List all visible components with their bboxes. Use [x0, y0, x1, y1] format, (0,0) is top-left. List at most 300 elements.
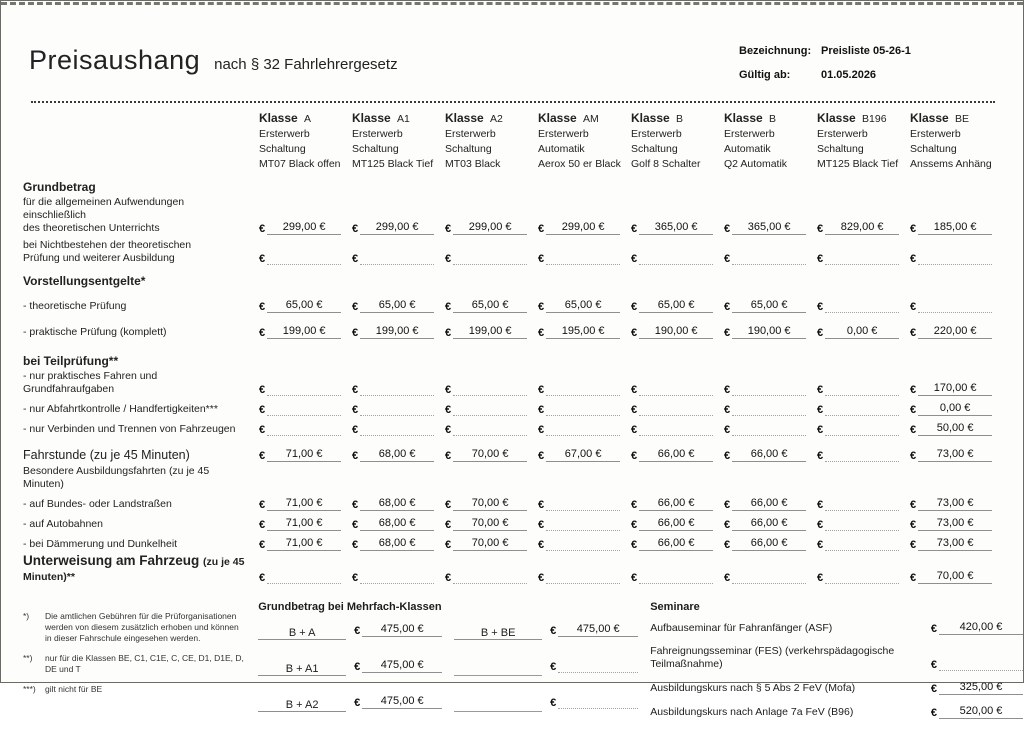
page-subtitle: nach § 32 Fahrlehrergesetz: [214, 56, 398, 73]
getriebe-label: Schaltung: [352, 143, 399, 155]
euro-symbol: €: [910, 519, 917, 531]
price-cell: [538, 251, 631, 268]
price-cell: [817, 299, 910, 316]
price-cell: [259, 537, 352, 554]
getriebe-label: Schaltung: [817, 143, 864, 155]
price-value: 190,00 €: [639, 325, 713, 339]
price-cell: [538, 448, 631, 465]
price-blank: [546, 251, 620, 265]
mehrfach-klassen-section: [258, 601, 650, 731]
price-cell: [724, 251, 817, 268]
row-label: - nur praktisches Fahren und Grundfahraufgaben: [23, 370, 158, 395]
price-blank: [732, 402, 806, 416]
euro-symbol: €: [352, 223, 359, 235]
price-cell: [724, 402, 817, 419]
price-cell: [445, 325, 538, 342]
price-cell: [538, 537, 631, 554]
price-blank: [360, 422, 434, 436]
euro-symbol: €: [817, 424, 824, 436]
euro-symbol: €: [352, 539, 359, 551]
price-cell: [445, 402, 538, 419]
price-cell: [259, 325, 352, 342]
row-label: - nur Abfahrtkontrolle / Handfertigkeiten***: [23, 403, 218, 415]
row-label: - auf Autobahnen: [23, 518, 103, 530]
gueltig-ab-value: 01.05.2026: [821, 69, 877, 81]
table-row: [1, 370, 1023, 399]
class-code: AM: [583, 113, 599, 125]
table-row: [1, 268, 1023, 290]
price-cell: [259, 402, 352, 419]
euro-symbol: €: [724, 301, 731, 313]
price-cell: [352, 517, 445, 534]
price-cell: [538, 570, 631, 587]
euro-symbol: €: [910, 253, 917, 265]
euro-symbol: €: [631, 539, 638, 551]
price-cell: [352, 422, 445, 439]
price-value: 520,00 €: [939, 705, 1023, 719]
vehicle-label: Aerox 50 er Black: [538, 158, 621, 170]
price-cell: [817, 448, 910, 465]
euro-symbol: €: [910, 424, 917, 436]
price-cell: [931, 621, 1023, 637]
price-blank: [825, 299, 899, 313]
class-code: BE: [955, 113, 970, 125]
price-cell: [445, 448, 538, 465]
page-title: Preisaushang: [29, 45, 201, 75]
price-blank: [639, 570, 713, 584]
price-blank: [267, 570, 341, 584]
price-cell: [631, 221, 724, 238]
euro-symbol: €: [724, 223, 731, 235]
seminare-section: [650, 601, 1023, 731]
price-cell: [259, 517, 352, 534]
price-value: 66,00 €: [732, 537, 806, 551]
price-cell: [631, 422, 724, 439]
price-cell: [817, 251, 910, 268]
price-value: 66,00 €: [639, 537, 713, 551]
euro-symbol: €: [445, 499, 452, 511]
price-cell: [352, 402, 445, 419]
price-value: 65,00 €: [732, 299, 806, 313]
price-cell: [352, 497, 445, 514]
price-cell: [445, 299, 538, 316]
euro-symbol: €: [259, 519, 266, 531]
euro-symbol: €: [631, 519, 638, 531]
price-value: 68,00 €: [360, 517, 434, 531]
price-cell: [352, 570, 445, 587]
price-cell: [910, 402, 1003, 419]
price-cell: [631, 299, 724, 316]
row-label: bei Nichtbestehen der theoretischen Prüfung und weiterer Ausbildung: [23, 239, 192, 264]
price-blank: [453, 251, 527, 265]
row-label-suffix: (zu je 45 Minuten)**: [23, 556, 245, 583]
price-cell: [354, 623, 442, 640]
gueltig-ab-label: Gültig ab:: [739, 69, 791, 81]
price-cell: [445, 422, 538, 439]
class-name: Klasse BE: [910, 111, 970, 125]
class-name: Klasse B196: [817, 111, 887, 125]
price-cell: [259, 382, 352, 399]
price-cell: [631, 448, 724, 465]
euro-symbol: €: [354, 661, 361, 673]
price-value: 68,00 €: [360, 448, 434, 462]
erwerb-label: Ersterwerb: [445, 128, 496, 140]
euro-symbol: €: [445, 539, 452, 551]
price-value: 66,00 €: [639, 497, 713, 511]
price-blank: [825, 402, 899, 416]
class-name: Klasse A2: [445, 111, 503, 125]
euro-symbol: €: [538, 404, 545, 416]
table-row: [1, 238, 1023, 268]
price-value: 299,00 €: [267, 221, 341, 235]
price-value: 66,00 €: [639, 517, 713, 531]
euro-symbol: €: [352, 572, 359, 584]
seminar-row: [650, 681, 1023, 697]
erwerb-label: Ersterwerb: [352, 128, 403, 140]
price-value: 66,00 €: [732, 497, 806, 511]
euro-symbol: €: [910, 572, 917, 584]
price-cell: [817, 382, 910, 399]
table-row: [1, 342, 1023, 370]
price-blank: [639, 402, 713, 416]
price-value: 68,00 €: [360, 537, 434, 551]
euro-symbol: €: [910, 327, 917, 339]
price-cell: [910, 570, 1003, 587]
price-cell: [445, 251, 538, 268]
price-cell: [259, 570, 352, 587]
price-blank: [918, 299, 992, 313]
class-name: Klasse AM: [538, 111, 599, 125]
euro-symbol: €: [352, 404, 359, 416]
document-meta: [739, 45, 911, 93]
euro-symbol: €: [352, 499, 359, 511]
price-cell: [724, 325, 817, 342]
price-blank: [360, 251, 434, 265]
seminar-row: [650, 621, 1023, 637]
euro-symbol: €: [352, 253, 359, 265]
price-blank: [360, 570, 434, 584]
price-cell: [550, 623, 638, 640]
row-label: Fahrstunde (zu je 45 Minuten): [23, 448, 190, 462]
price-blank: [267, 251, 341, 265]
price-blank: [360, 382, 434, 396]
price-cell: [352, 325, 445, 342]
price-cell: [259, 497, 352, 514]
column-header-7: [817, 111, 910, 172]
price-value: 73,00 €: [918, 497, 992, 511]
vehicle-label: Anssems Anhäng: [910, 158, 992, 170]
price-cell: [817, 537, 910, 554]
price-cell: [538, 402, 631, 419]
getriebe-label: Schaltung: [259, 143, 306, 155]
price-cell: [910, 251, 1003, 268]
euro-symbol: €: [930, 659, 937, 671]
column-header-4: [538, 111, 631, 172]
combo-label: B + A: [258, 627, 346, 640]
price-blank: [825, 497, 899, 511]
price-value: 0,00 €: [825, 325, 899, 339]
getriebe-label: Automatik: [538, 143, 585, 155]
price-value: 65,00 €: [639, 299, 713, 313]
combo-label: [454, 699, 542, 712]
euro-symbol: €: [538, 539, 545, 551]
euro-symbol: €: [538, 572, 545, 584]
euro-symbol: €: [724, 384, 731, 396]
price-cell: [817, 325, 910, 342]
price-blank: [546, 517, 620, 531]
price-cell: [631, 517, 724, 534]
euro-symbol: €: [354, 625, 361, 637]
price-blank: [546, 497, 620, 511]
euro-symbol: €: [724, 450, 731, 462]
class-name: Klasse A1: [352, 111, 410, 125]
price-value: 185,00 €: [918, 221, 992, 235]
price-blank: [918, 251, 992, 265]
seminar-label: Ausbildungskurs nach § 5 Abs 2 FeV (Mofa): [650, 682, 856, 694]
price-cell: [352, 251, 445, 268]
row-label: - praktische Prüfung (komplett): [23, 326, 167, 338]
euro-symbol: €: [259, 327, 266, 339]
price-value: 66,00 €: [639, 448, 713, 462]
euro-symbol: €: [631, 499, 638, 511]
euro-symbol: €: [631, 450, 638, 462]
price-value: 68,00 €: [360, 497, 434, 511]
price-blank: [639, 382, 713, 396]
combo-label: [454, 663, 542, 676]
price-cell: [724, 537, 817, 554]
price-cell: [352, 448, 445, 465]
row-label: - bei Dämmerung und Dunkelheit: [23, 538, 178, 550]
price-blank: [732, 251, 806, 265]
price-value: 65,00 €: [267, 299, 341, 313]
getriebe-label: Automatik: [724, 143, 771, 155]
price-cell: [259, 299, 352, 316]
price-blank: [546, 382, 620, 396]
price-cell: [445, 537, 538, 554]
price-blank: [825, 570, 899, 584]
row-label: für die allgemeinen Aufwendungen einschließlich des theoretischen Unterrichts: [23, 196, 185, 234]
class-code: B: [769, 113, 777, 125]
price-cell: [910, 517, 1003, 534]
euro-symbol: €: [445, 253, 452, 265]
getriebe-label: Schaltung: [910, 143, 957, 155]
euro-symbol: €: [724, 572, 731, 584]
seminar-row: [650, 645, 1023, 673]
price-cell: [724, 299, 817, 316]
euro-symbol: €: [352, 301, 359, 313]
vehicle-label: MT125 Black Tief: [817, 158, 899, 170]
footnote-marker: **): [23, 653, 33, 663]
price-cell: [538, 221, 631, 238]
euro-symbol: €: [631, 384, 638, 396]
euro-symbol: €: [445, 404, 452, 416]
price-cell: [631, 537, 724, 554]
vehicle-label: MT07 Black offen: [259, 158, 341, 170]
row-label: - auf Bundes- oder Landstraßen: [23, 498, 172, 510]
euro-symbol: €: [631, 327, 638, 339]
price-cell: [445, 570, 538, 587]
euro-symbol: €: [259, 572, 266, 584]
row-label: Grundbetrag: [23, 180, 96, 194]
price-cell: [910, 422, 1003, 439]
price-cell: [354, 659, 442, 676]
erwerb-label: Ersterwerb: [631, 128, 682, 140]
price-blank: [939, 657, 1023, 671]
price-cell: [352, 299, 445, 316]
price-cell: [550, 695, 638, 712]
euro-symbol: €: [631, 301, 638, 313]
table-row: [1, 174, 1023, 196]
erwerb-label: Ersterwerb: [259, 128, 310, 140]
price-cell: [910, 299, 1003, 316]
price-cell: [931, 681, 1023, 697]
price-value: 65,00 €: [546, 299, 620, 313]
table-row: [1, 465, 1023, 494]
price-cell: [631, 570, 724, 587]
price-blank: [267, 402, 341, 416]
euro-symbol: €: [445, 519, 452, 531]
euro-symbol: €: [352, 327, 359, 339]
euro-symbol: €: [445, 424, 452, 436]
getriebe-label: Schaltung: [631, 143, 678, 155]
price-blank: [825, 517, 899, 531]
euro-symbol: €: [930, 683, 937, 695]
price-cell: [354, 695, 442, 712]
seminar-label: Ausbildungskurs nach Anlage 7a FeV (B96): [650, 706, 854, 718]
euro-symbol: €: [259, 404, 266, 416]
price-cell: [910, 537, 1003, 554]
euro-symbol: €: [910, 223, 917, 235]
price-value: 199,00 €: [453, 325, 527, 339]
table-row: [1, 439, 1023, 465]
euro-symbol: €: [724, 519, 731, 531]
footnote-text: gilt nicht für BE: [45, 684, 103, 694]
euro-symbol: €: [724, 327, 731, 339]
euro-symbol: €: [817, 253, 824, 265]
price-cell: [910, 325, 1003, 342]
euro-symbol: €: [445, 327, 452, 339]
euro-symbol: €: [910, 384, 917, 396]
table-row: [1, 399, 1023, 419]
price-value: 170,00 €: [918, 382, 992, 396]
euro-symbol: €: [930, 707, 937, 719]
price-cell: [724, 517, 817, 534]
euro-symbol: €: [259, 539, 266, 551]
price-value: 475,00 €: [362, 623, 442, 637]
row-label: Besondere Ausbildungsfahrten (zu je 45 Minuten): [23, 465, 210, 490]
price-value: 73,00 €: [918, 517, 992, 531]
price-table: [1, 174, 1023, 587]
mehrfach-row: [258, 623, 650, 640]
price-blank: [639, 251, 713, 265]
combo-label: B + BE: [454, 627, 542, 640]
price-blank: [453, 570, 527, 584]
price-blank: [558, 659, 638, 673]
price-cell: [631, 251, 724, 268]
price-blank: [453, 422, 527, 436]
price-cell: [910, 448, 1003, 465]
euro-symbol: €: [445, 450, 452, 462]
euro-symbol: €: [910, 404, 917, 416]
price-blank: [453, 382, 527, 396]
seminare-title: Seminare: [650, 601, 700, 613]
euro-symbol: €: [724, 253, 731, 265]
euro-symbol: €: [352, 424, 359, 436]
euro-symbol: €: [538, 327, 545, 339]
price-cell: [724, 497, 817, 514]
row-label: bei Teilprüfung**: [23, 354, 119, 368]
euro-symbol: €: [259, 384, 266, 396]
footnote-text: nur für die Klassen BE, C1, C1E, C, CE, D1, D1E, D, DE und T: [45, 653, 244, 674]
price-blank: [732, 422, 806, 436]
euro-symbol: €: [724, 424, 731, 436]
vehicle-label: MT03 Black: [445, 158, 501, 170]
price-value: 70,00 €: [453, 497, 527, 511]
euro-symbol: €: [259, 450, 266, 462]
bottom-section: [1, 601, 1023, 731]
euro-symbol: €: [259, 223, 266, 235]
table-row: [1, 494, 1023, 514]
footnote-marker: *): [23, 611, 30, 621]
price-cell: [538, 325, 631, 342]
vehicle-label: MT125 Black Tief: [352, 158, 434, 170]
column-header-1: [259, 111, 352, 172]
price-blank: [267, 422, 341, 436]
euro-symbol: €: [817, 404, 824, 416]
price-cell: [631, 497, 724, 514]
class-name: Klasse B: [724, 111, 777, 125]
price-value: 73,00 €: [918, 448, 992, 462]
price-blank: [825, 382, 899, 396]
page-header: [1, 1, 1023, 97]
class-code: B196: [862, 113, 887, 125]
euro-symbol: €: [259, 253, 266, 265]
price-cell: [724, 221, 817, 238]
euro-symbol: €: [817, 499, 824, 511]
euro-symbol: €: [930, 623, 937, 635]
price-cell: [724, 382, 817, 399]
seminar-label: Fahreignungsseminar (FES) (verkehrspädagogische Teilmaßnahme): [650, 645, 895, 670]
price-value: 190,00 €: [732, 325, 806, 339]
mehrfach-title: Grundbetrag bei Mehrfach-Klassen: [258, 601, 442, 613]
price-cell: [445, 497, 538, 514]
price-blank: [558, 695, 638, 709]
euro-symbol: €: [910, 301, 917, 313]
column-header-8: [910, 111, 1003, 172]
euro-symbol: €: [817, 572, 824, 584]
price-cell: [910, 382, 1003, 399]
price-blank: [639, 422, 713, 436]
price-cell: [445, 221, 538, 238]
price-cell: [259, 448, 352, 465]
price-cell: [259, 251, 352, 268]
euro-symbol: €: [445, 223, 452, 235]
price-value: 70,00 €: [453, 537, 527, 551]
footnote: [23, 684, 258, 695]
euro-symbol: €: [445, 384, 452, 396]
price-cell: [352, 221, 445, 238]
price-value: 67,00 €: [546, 448, 620, 462]
price-value: 199,00 €: [267, 325, 341, 339]
row-label: - nur Verbinden und Trennen von Fahrzeugen: [23, 423, 236, 435]
euro-symbol: €: [910, 499, 917, 511]
price-value: 475,00 €: [362, 659, 442, 673]
price-value: 365,00 €: [732, 221, 806, 235]
euro-symbol: €: [538, 301, 545, 313]
table-row: [1, 196, 1023, 238]
price-cell: [631, 402, 724, 419]
euro-symbol: €: [538, 519, 545, 531]
